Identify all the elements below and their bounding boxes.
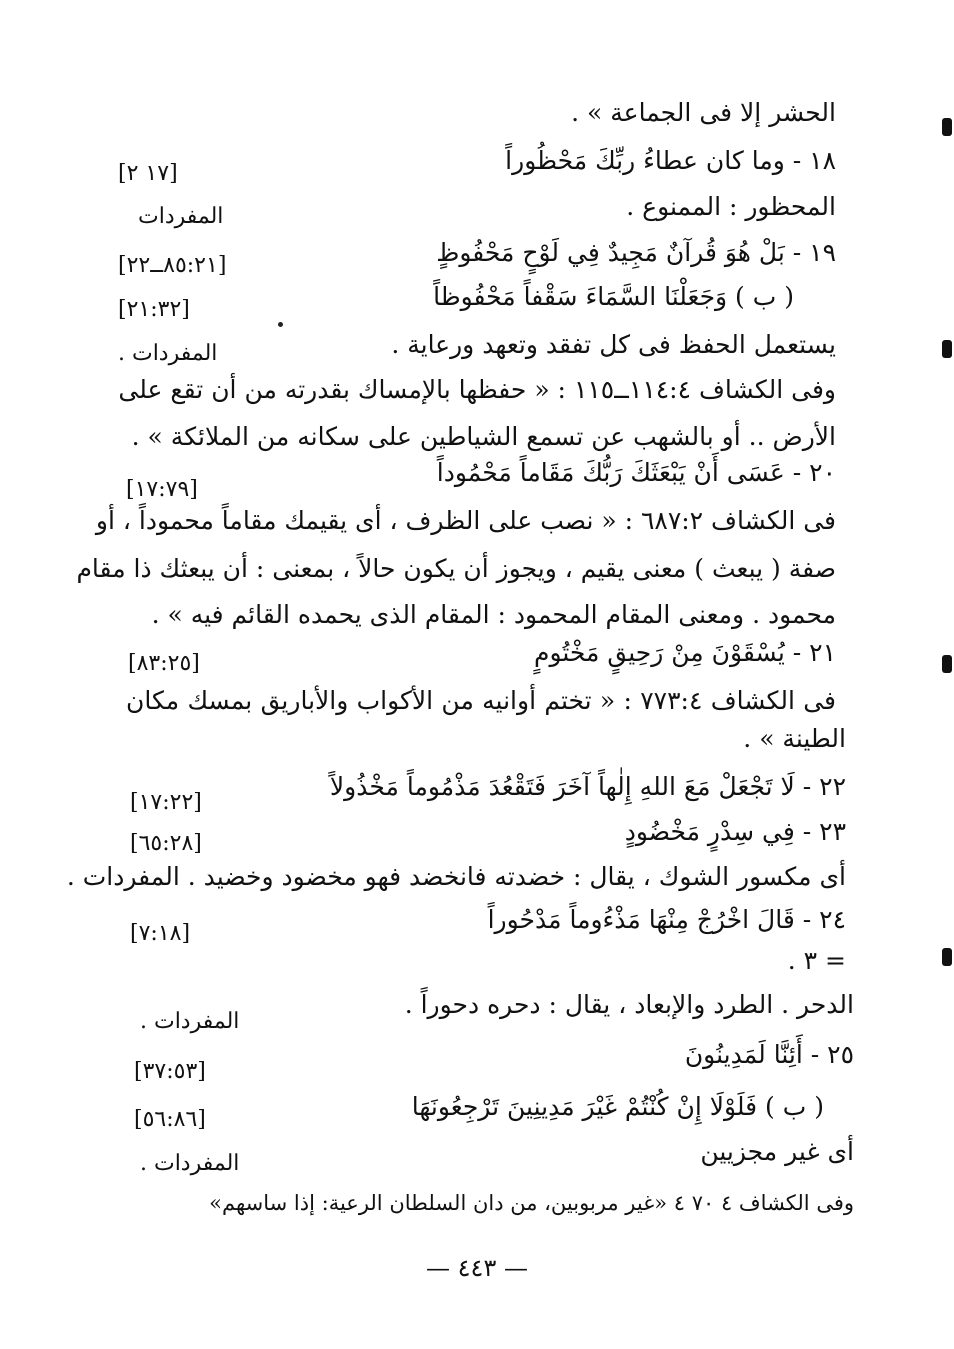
verse-line: ( ب ) فَلَوْلَا إِنْ كُنْتُمْ غَيْرَ مَدِينِينَ تَرْجِعُونَهَا bbox=[411, 1092, 824, 1121]
margin-mark bbox=[942, 118, 952, 136]
verse-line: ١٩ - بَلْ هُوَ قُرآنٌ مَجِيدٌ فِي لَوْحٍ مَحْفُوظٍ bbox=[436, 238, 836, 267]
page-number: — ٤٤٣ — bbox=[426, 1254, 528, 1282]
text-line: أى مكسور الشوك ، يقال : خضدته فانخضد فهو مخضود وخضيد . المفردات . bbox=[66, 862, 846, 891]
reference: [١٧ ٢] bbox=[118, 161, 178, 186]
text-line: صفة ( يبعث ) معنى يقيم ، ويجوز أن يكون حالاً ، بمعنى : أن يبعثك ذا مقام bbox=[76, 554, 836, 583]
reference: [٨٣:٢٥] bbox=[128, 651, 200, 676]
verse-line: ٢٥ - أَئِنَّا لَمَدِينُونَ bbox=[684, 1040, 854, 1069]
margin-mark bbox=[942, 655, 952, 673]
text-line: = ٣ . bbox=[787, 946, 846, 975]
reference: [١٧:٧٩] bbox=[126, 477, 198, 502]
reference: [٥٦:٨٦] bbox=[134, 1107, 206, 1132]
text-line: أى غير مجزيين bbox=[700, 1137, 854, 1166]
verse-line: ٢٤ - قَالَ اخْرُجْ مِنْهَا مَذْءُوماً مَدْحُوراً bbox=[487, 905, 846, 934]
verse-line: ٢٢ - لَا تَجْعَلْ مَعَ اللهِ إِلٰهاً آخَرَ فَتَقْعُدَ مَذْمُوماً مَخْذُولاً bbox=[329, 772, 846, 801]
reference: [٣٧:٥٣] bbox=[134, 1059, 206, 1084]
verse-line: ٢٣ - فِي سِدْرٍ مَخْضُودٍ bbox=[624, 817, 846, 846]
verse-line: ١٨ - وما كان عطاءُ ربِّكَ مَحْظُوراً bbox=[505, 146, 836, 175]
reference: المفردات . bbox=[118, 341, 218, 366]
text-line: يستعمل الحفظ فى كل تفقد وتعهد ورعاية . bbox=[391, 330, 836, 359]
margin-mark bbox=[942, 340, 952, 358]
reference: المفردات . bbox=[140, 1009, 240, 1034]
text-line: فى الكشاف ٦٨٧:٢ : « نصب على الظرف ، أى يقيمك مقاماً محموداً ، أو bbox=[95, 506, 836, 535]
reference: [١٧:٢٢] bbox=[130, 790, 202, 815]
verse-line: ( ب ) وَجَعَلْنَا السَّمَاءَ سَقْفاً مَحْفُوظاً bbox=[433, 282, 794, 311]
text-line: وفى الكشاف ٤ ٧٠ ٤ «غير مربوبين، من دان السلطان الرعية: إذا ساسهم» bbox=[209, 1191, 854, 1215]
reference: المفردات bbox=[138, 204, 224, 229]
text-line: الدحر . الطرد والإبعاد ، يقال : دحره دحوراً . bbox=[404, 990, 854, 1019]
reference: [٢١:٣٢] bbox=[118, 297, 190, 322]
text-line: الحشر إلا فى الجماعة » . bbox=[571, 98, 836, 127]
reference: [٧:١٨] bbox=[130, 921, 191, 946]
reference: المفردات . bbox=[140, 1151, 240, 1176]
reference: [٨٥:٢١ــ٢٢] bbox=[118, 253, 227, 278]
text-line: المحظور : الممنوع . bbox=[626, 192, 836, 221]
text-line: فى الكشاف ٧٧٣:٤ : « تختم أوانيه من الأكواب والأباريق بمسك مكان bbox=[126, 686, 836, 715]
text-line: محمود . ومعنى المقام المحمود : المقام الذى يحمده القائم فيه » . bbox=[151, 600, 836, 629]
verse-line: ٢٠ - عَسَى أَنْ يَبْعَثَكَ رَبُّكَ مَقَاماً مَحْمُوداً bbox=[436, 458, 836, 487]
verse-line: ٢١ - يُسْقَوْنَ مِنْ رَحِيقٍ مَخْتُومٍ bbox=[533, 638, 836, 667]
reference: [٦٥:٢٨] bbox=[130, 831, 202, 856]
text-line: وفى الكشاف ١١٤:٤ــ١١٥ : « حفظها بالإمساك بقدرته من أن تقع على bbox=[118, 375, 836, 404]
stray-dot bbox=[278, 322, 283, 327]
text-line: الأرض .. أو بالشهب عن تسمع الشياطين على سكانه من الملائكة » . bbox=[131, 422, 836, 451]
text-line: الطينة » . bbox=[743, 724, 846, 753]
margin-mark bbox=[942, 948, 952, 966]
